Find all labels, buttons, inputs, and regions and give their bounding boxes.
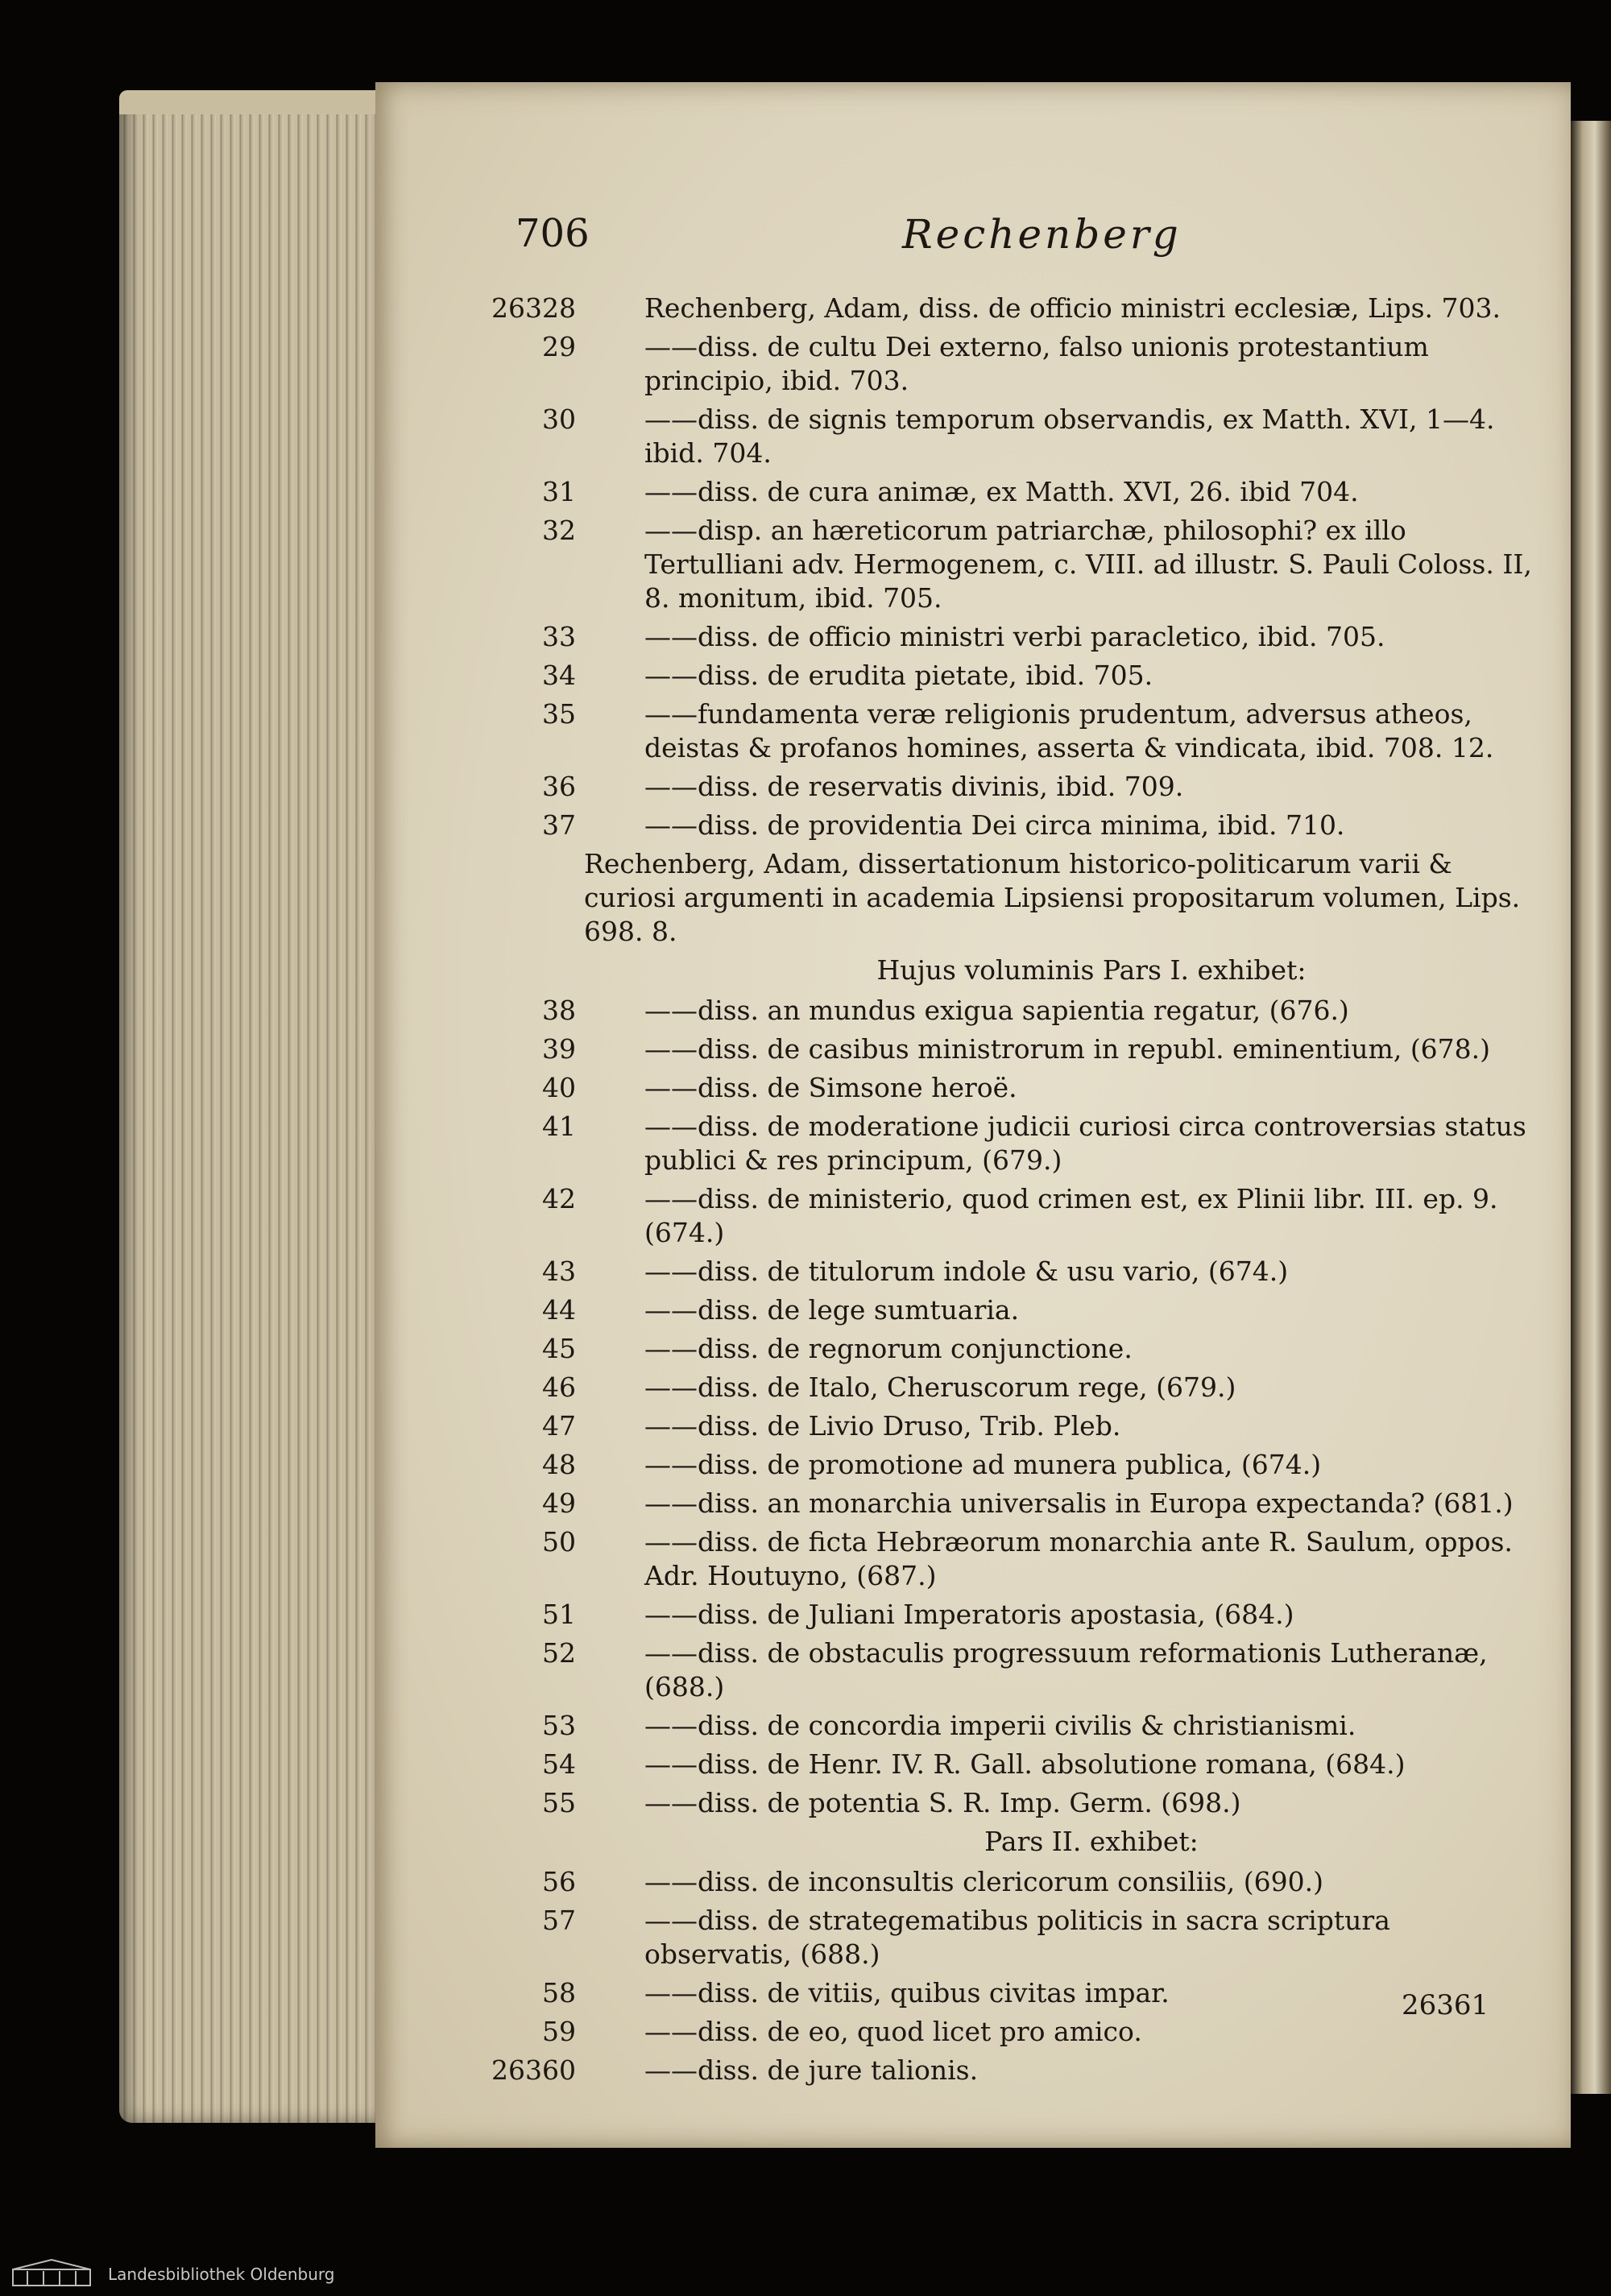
catalog-entry <box>459 1293 1539 1327</box>
catalog-entry <box>459 1332 1539 1366</box>
catalog-entry <box>459 1255 1539 1289</box>
entry-text: ——diss. de strategematibus politicis in sacra scriptura observatis, (688.) <box>644 1905 1390 1970</box>
entry-text: ——diss. de signis temporum observandis, ex Matth. XVI, 1—4. ibid. 704. <box>644 403 1495 469</box>
entry-number: 26360 <box>491 2054 576 2086</box>
entry-text: ——diss. de lege sumtuaria. <box>644 1294 1020 1326</box>
entry-number: 43 <box>542 1256 576 1287</box>
entry-text: ——fundamenta veræ religionis prudentum, adversus atheos, deistas & profanos homines, asserta & vindicata, ibid. 708. 12. <box>644 698 1494 763</box>
catalog-entry <box>459 475 1539 509</box>
entry-number: 35 <box>542 698 576 730</box>
entry-number: 37 <box>542 809 576 841</box>
library-logo-icon <box>11 2258 92 2287</box>
entry-text: ——diss. de concordia imperii civilis & christianismi. <box>644 1710 1356 1741</box>
entry-text: ——diss. de moderatione judicii curiosi circa controversias status publici & res principum, (679.) <box>644 1111 1526 1176</box>
entry-text: ——disp. an hæreticorum patriarchæ, philosophi? ex illo Tertulliani adv. Hermogenem, c. VIII. ad illustr. S. Pauli Coloss. II, 8. monitum, ibid. 705. <box>644 515 1532 614</box>
catalog-entry <box>459 2054 1539 2087</box>
entries-block-2 <box>459 994 1539 1820</box>
book-page-edges <box>119 93 375 2123</box>
entry-text: ——diss. de vitiis, quibus civitas impar. <box>644 1977 1170 2008</box>
catalog-entry <box>459 1371 1539 1404</box>
entry-number: 45 <box>542 1333 576 1364</box>
entry-text: ——diss. de regnorum conjunctione. <box>644 1333 1133 1364</box>
entry-number: 55 <box>542 1787 576 1818</box>
catalog-entry <box>459 292 1539 325</box>
entry-number: 33 <box>542 621 576 652</box>
entry-text: ——diss. de cultu Dei externo, falso unionis protestantium principio, ibid. 703. <box>644 331 1429 396</box>
catalog-entry <box>459 1182 1539 1250</box>
catalog-entry <box>459 330 1539 398</box>
library-credit: Landesbibliothek Oldenburg <box>108 2265 335 2284</box>
entry-number: 30 <box>542 403 576 435</box>
entry-number: 44 <box>542 1294 576 1326</box>
catalog-entry <box>459 1904 1539 1971</box>
catalog-entry <box>459 1786 1539 1820</box>
entry-number: 49 <box>542 1487 576 1519</box>
catalog-entries <box>459 292 1539 2092</box>
entry-text: ——diss. de obstaculis progressuum reformationis Lutheranæ, (688.) <box>644 1637 1488 1702</box>
catalog-entry <box>459 1032 1539 1066</box>
entry-number: 29 <box>542 331 576 362</box>
entry-text: ——diss. de Henr. IV. R. Gall. absolutione romana, (684.) <box>644 1748 1406 1780</box>
entry-number: 32 <box>542 515 576 546</box>
catalog-entry <box>459 697 1539 765</box>
entries-block-1 <box>459 292 1539 842</box>
catalog-entry <box>459 1748 1539 1781</box>
entry-text: ——diss. de casibus ministrorum in republ. eminentium, (678.) <box>644 1033 1491 1065</box>
catchword: 26361 <box>1402 1989 1489 2021</box>
catalog-entry <box>459 1709 1539 1743</box>
entry-text: Rechenberg, Adam, diss. de officio ministri ecclesiæ, Lips. 703. <box>644 292 1501 324</box>
entry-number: 26328 <box>491 292 576 324</box>
running-header <box>516 211 1530 275</box>
catalog-entry <box>459 1865 1539 1899</box>
catalog-entry <box>459 514 1539 615</box>
entry-text: ——diss. de Livio Druso, Trib. Pleb. <box>644 1410 1121 1442</box>
entry-text: ——diss. de eo, quod licet pro amico. <box>644 2016 1142 2047</box>
entry-text: ——diss. de erudita pietate, ibid. 705. <box>644 660 1153 691</box>
entry-number: 38 <box>542 995 576 1026</box>
facing-page-edge <box>1571 121 1611 2094</box>
entry-number: 53 <box>542 1710 576 1741</box>
entry-text: ——diss. de reservatis divinis, ibid. 709. <box>644 771 1184 802</box>
catalog-entry <box>459 1976 1539 2010</box>
catalog-entry <box>459 1448 1539 1482</box>
entry-number: 57 <box>542 1905 576 1936</box>
entry-text: ——diss. de officio ministri verbi paracletico, ibid. 705. <box>644 621 1385 652</box>
section-heading-part-1: Hujus voluminis Pars I. exhibet: <box>876 954 1307 986</box>
catalog-entry <box>459 1110 1539 1177</box>
entry-number: 40 <box>542 1072 576 1103</box>
catalog-entry <box>459 403 1539 470</box>
entry-number: 31 <box>542 476 576 507</box>
catalog-entry <box>459 1636 1539 1704</box>
catalog-entry <box>459 1525 1539 1593</box>
entry-text: ——diss. de potentia S. R. Imp. Germ. (698.) <box>644 1787 1241 1818</box>
entry-text: ——diss. de Juliani Imperatoris apostasia, (684.) <box>644 1599 1294 1630</box>
entry-number: 59 <box>542 2016 576 2047</box>
entry-number: 46 <box>542 1371 576 1403</box>
catalog-entry <box>459 994 1539 1028</box>
entry-text: ——diss. de inconsultis clericorum consiliis, (690.) <box>644 1866 1324 1897</box>
entry-number: 48 <box>542 1449 576 1480</box>
catalog-entry <box>459 1409 1539 1443</box>
entry-text: ——diss. de ministerio, quod crimen est, ex Plinii libr. III. ep. 9. (674.) <box>644 1183 1498 1248</box>
entry-number: 34 <box>542 660 576 691</box>
entry-number: 51 <box>542 1599 576 1630</box>
entry-number: 41 <box>542 1111 576 1142</box>
catalog-entry <box>459 620 1539 654</box>
volume-entry-text: Rechenberg, Adam, dissertationum historico-politicarum varii & curiosi argumenti in academia Lipsiensi propositarum volumen, Lips. 698. 8. <box>584 848 1521 947</box>
entry-text: ——diss. de cura animæ, ex Matth. XVI, 26. ibid 704. <box>644 476 1359 507</box>
catalog-entry <box>459 1071 1539 1105</box>
entry-text: ——diss. de ficta Hebræorum monarchia ante R. Saulum, oppos. Adr. Houtuyno, (687.) <box>644 1526 1513 1591</box>
running-title: Rechenberg <box>902 211 1182 258</box>
entry-text: ——diss. de Italo, Cheruscorum rege, (679.) <box>644 1371 1236 1403</box>
entry-text: ——diss. de promotione ad munera publica, (674.) <box>644 1449 1322 1480</box>
entry-number: 47 <box>542 1410 576 1442</box>
entry-text: ——diss. de titulorum indole & usu vario, (674.) <box>644 1256 1289 1287</box>
entry-number: 50 <box>542 1526 576 1558</box>
entry-text: ——diss. de Simsone heroë. <box>644 1072 1017 1103</box>
catalog-entry <box>459 2015 1539 2049</box>
entry-text: ——diss. de jure talionis. <box>644 2054 979 2086</box>
catalog-entry <box>459 809 1539 842</box>
entry-number: 39 <box>542 1033 576 1065</box>
entry-number: 36 <box>542 771 576 802</box>
entry-number: 56 <box>542 1866 576 1897</box>
catalog-entry <box>459 659 1539 693</box>
entries-block-3 <box>459 1865 1539 2087</box>
entry-number: 58 <box>542 1977 576 2008</box>
catalog-entry <box>459 1598 1539 1632</box>
volume-entry <box>459 847 1539 949</box>
entry-text: ——diss. an monarchia universalis in Europa expectanda? (681.) <box>644 1487 1514 1519</box>
section-heading-part-2: Pars II. exhibet: <box>984 1826 1199 1857</box>
catalog-entry <box>459 770 1539 804</box>
page-number: 706 <box>516 211 590 256</box>
entry-number: 52 <box>542 1637 576 1669</box>
entry-number: 54 <box>542 1748 576 1780</box>
entry-text: ——diss. de providentia Dei circa minima, ibid. 710. <box>644 809 1345 841</box>
entry-number: 42 <box>542 1183 576 1214</box>
entry-text: ——diss. an mundus exigua sapientia regatur, (676.) <box>644 995 1349 1026</box>
catalog-entry <box>459 1487 1539 1520</box>
